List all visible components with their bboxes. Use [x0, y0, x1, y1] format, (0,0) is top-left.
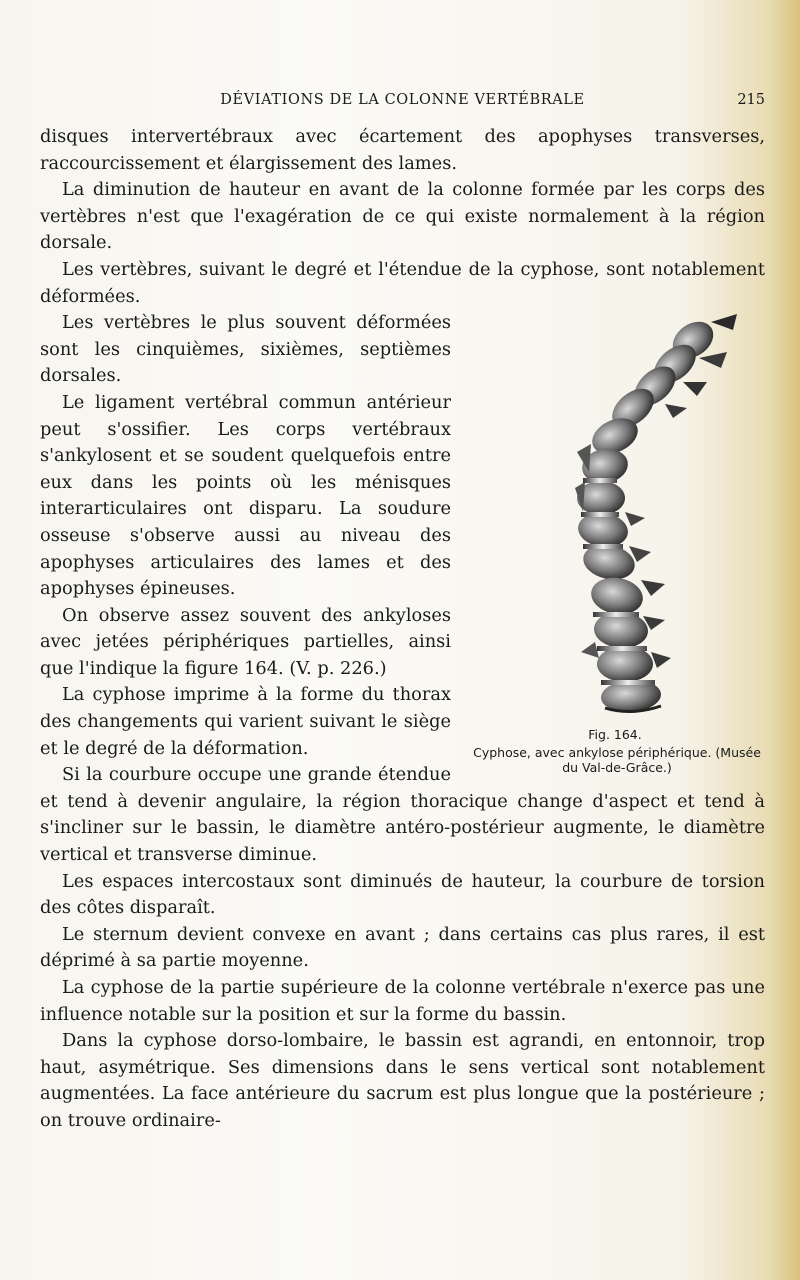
paragraph-4: Les vertèbres le plus souvent déformées sont les cinquièmes, sixièmes, septièmes dorsales.	[40, 312, 451, 387]
paragraph-7: La cyphose imprime à la forme du thorax des changements qui varient suivant le siège et le degré de la déformation.	[40, 684, 451, 759]
spine-lower	[581, 574, 671, 714]
spine-upper	[605, 314, 737, 435]
paragraph-8: Si la courbure occupe une grande étendue et tend à devenir angulaire, la région thoracique change d'aspect et tend à s'incliner sur le bassin, le diamètre antéro-postérieur augmente, le diamètre vertical et transverse diminue.	[40, 764, 765, 866]
running-head	[40, 92, 765, 116]
paragraph-12: Dans la cyphose dorso-lombaire, le bassin est agrandi, en entonnoir, trop haut, asymétrique. Ses dimensions dans le sens vertical sont notablement augmentées. La face antérieure du sacrum est plus longue que la postérieure ; on trouve ordinaire-	[40, 1030, 765, 1131]
paragraph-6: On observe assez souvent des ankyloses avec jetées périphériques partielles, ainsi que l'indique la figure 164. (V. p. 226.)	[40, 604, 451, 679]
paragraph-11: La cyphose de la partie supérieure de la colonne vertébrale n'exerce pas une influence notable sur la position et sur la forme du bassin.	[40, 977, 765, 1025]
figure-164	[465, 312, 765, 782]
kyphotic-spine-illustration	[475, 312, 755, 722]
running-title: DÉVIATIONS DE LA COLONNE VERTÉBRALE	[220, 92, 585, 108]
paragraph-5: Le ligament vertébral commun antérieur peut s'ossifier. Les corps vertébraux s'ankylosent et se soudent quelquefois entre eux dans les points où les ménisques interarticulaires ont disparu. La soudure osseuse s'observe aussi au niveau des apophyses articulaires des lames et des apophyses épineuses.	[40, 391, 451, 600]
paragraph-2: La diminution de hauteur en avant de la colonne formée par les corps des vertèbres n'est que l'exagération de ce qui existe normalement à la région dorsale.	[40, 179, 765, 254]
spine-middle	[575, 412, 651, 585]
paragraph-9: Les espaces intercostaux sont diminués de hauteur, la courbure de torsion des côtes disparaît.	[40, 870, 765, 919]
figure-label: Fig. 164.	[588, 727, 642, 743]
paragraph-10: Le sternum devient convexe en avant ; dans certains cas plus rares, il est déprimé à sa partie moyenne.	[40, 923, 765, 972]
page-number: 215	[737, 92, 765, 108]
body-text	[40, 124, 765, 1135]
figure-caption: Cyphose, avec ankylose périphérique. (Musée du Val-de-Grâce.)	[473, 745, 761, 776]
paragraph-1: disques intervertébraux avec écartement des apophyses transverses, raccourcissement et élargissement des lames.	[40, 126, 765, 174]
paragraph-3: Les vertèbres, suivant le degré et l'étendue de la cyphose, sont notablement déformées.	[40, 258, 765, 307]
